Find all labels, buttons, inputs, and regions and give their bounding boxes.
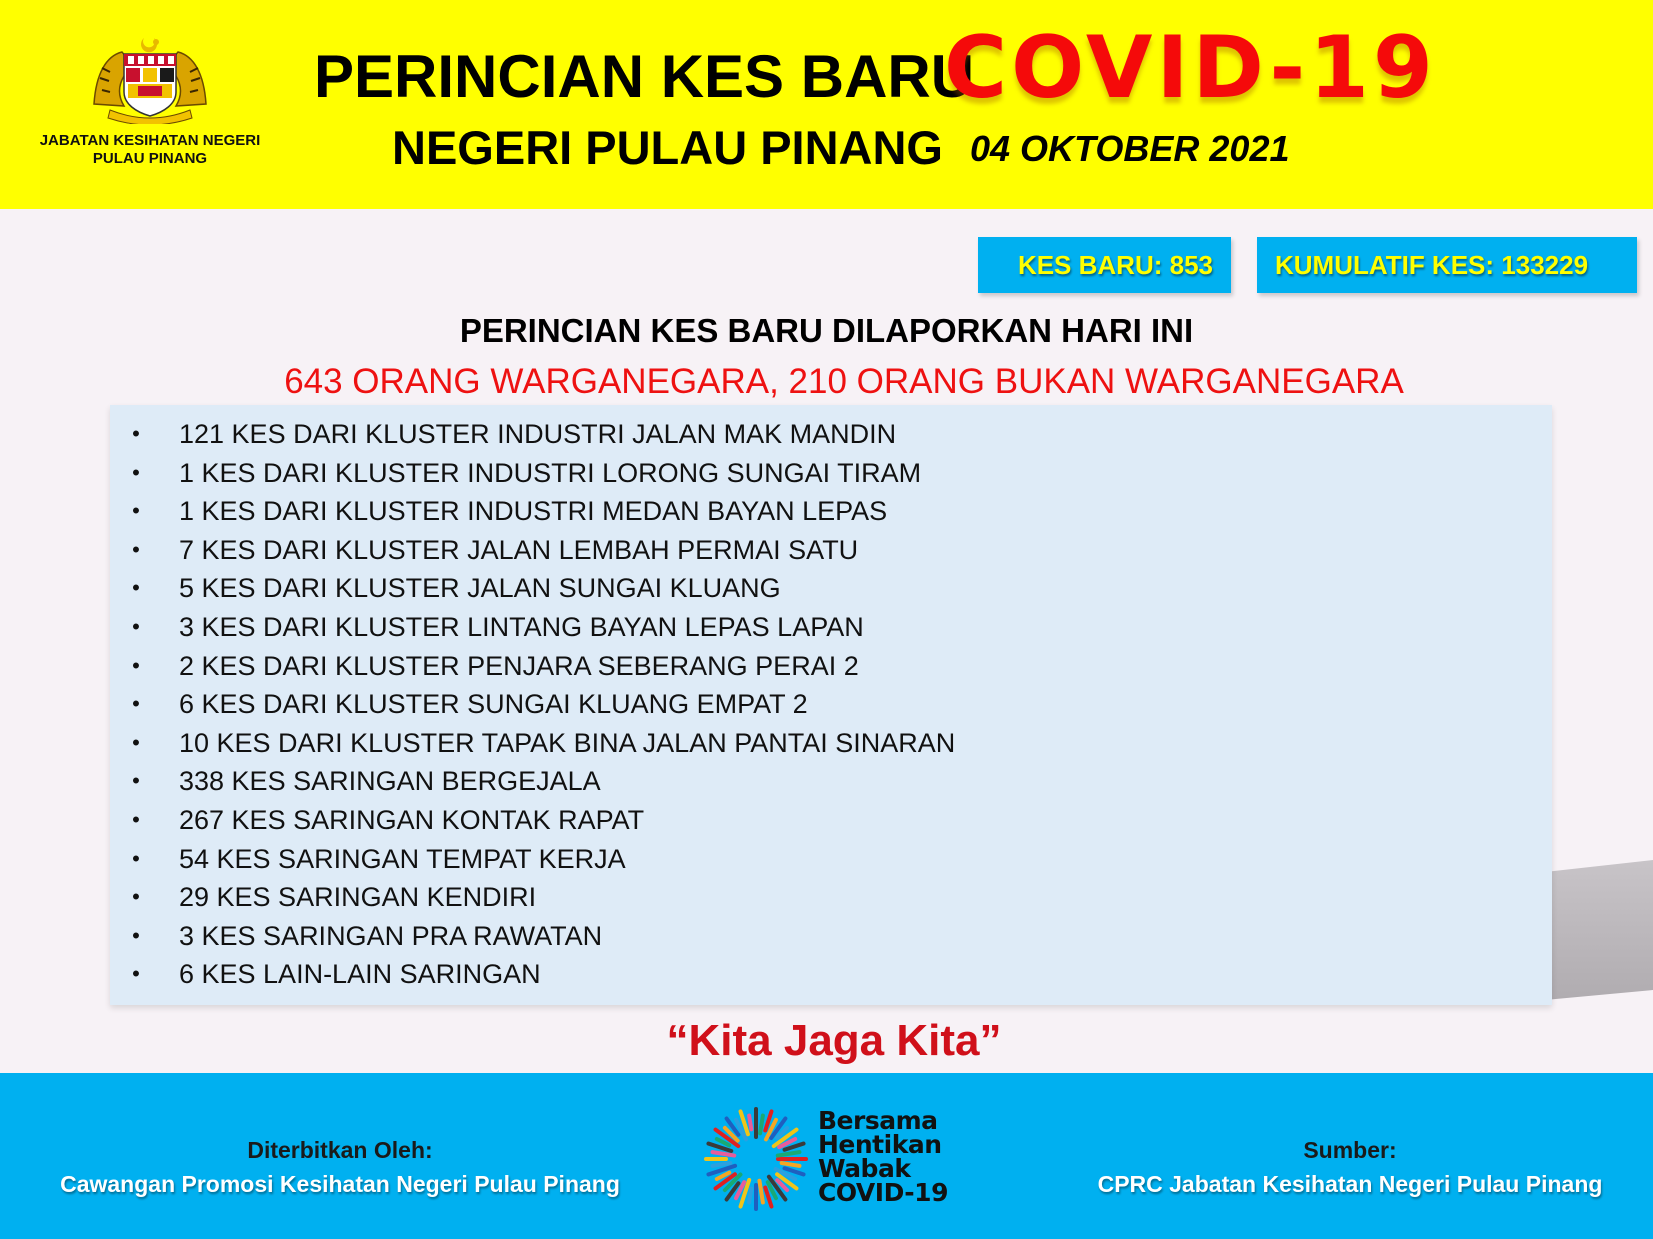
case-list-item — [110, 685, 1552, 724]
publisher-label: Diterbitkan Oleh: — [247, 1137, 433, 1163]
case-text: 1 KES DARI KLUSTER INDUSTRI LORONG SUNGAI TIRAM — [179, 457, 922, 488]
covid-title: COVID-19 — [944, 18, 1437, 118]
source-label: Sumber: — [1303, 1137, 1397, 1163]
case-list-item — [110, 762, 1552, 801]
report-date: 04 OKTOBER 2021 — [970, 128, 1290, 169]
bullet-icon: • — [132, 729, 140, 755]
campaign-line3: Wabak — [818, 1154, 911, 1183]
case-list-item — [110, 801, 1552, 840]
campaign-line4: COVID-19 — [818, 1178, 948, 1207]
case-list-item — [110, 724, 1552, 763]
campaign-text — [818, 1106, 978, 1207]
case-list-item — [110, 955, 1552, 994]
cumulative-cases-badge: KUMULATIF KES: 133229 — [1257, 237, 1637, 293]
case-text: 121 KES DARI KLUSTER INDUSTRI JALAN MAK MANDIN — [179, 419, 897, 449]
publisher-name: Cawangan Promosi Kesihatan Negeri Pulau Pinang — [60, 1171, 620, 1197]
slogan: “Kita Jaga Kita” — [666, 1016, 1002, 1065]
campaign-logo — [700, 1103, 970, 1215]
coat-of-arms-icon — [88, 34, 212, 124]
bullet-icon: • — [132, 806, 140, 832]
bullet-icon: • — [132, 884, 140, 910]
starburst-ray — [749, 1189, 751, 1203]
starburst-ray — [713, 1163, 731, 1166]
case-text: 338 KES SARINGAN BERGEJALA — [179, 766, 601, 797]
bullet-icon: • — [132, 421, 140, 446]
bullet-icon: • — [132, 536, 140, 562]
starburst-ray — [749, 1116, 751, 1130]
bullet-icon: • — [132, 652, 140, 678]
bullet-icon: • — [132, 575, 140, 601]
publisher-block — [40, 1133, 640, 1201]
case-list-item — [110, 492, 1552, 531]
state-title: NEGERI PULAU PINANG — [392, 121, 943, 174]
case-text: 29 KES SARINGAN KENDIRI — [179, 882, 537, 913]
starburst-ray — [778, 1152, 800, 1155]
case-text: 6 KES DARI KLUSTER SUNGAI KLUANG EMPAT 2 — [179, 689, 808, 720]
starburst-ray — [759, 1181, 762, 1203]
section-title: PERINCIAN KES BARU DILAPORKAN HARI INI — [459, 312, 1194, 349]
bullet-icon: • — [132, 691, 140, 717]
source-block — [1050, 1133, 1650, 1201]
agency-name-line1: JABATAN KESIHATAN NEGERI — [39, 132, 261, 149]
case-text: 3 KES DARI KLUSTER LINTANG BAYAN LEPAS LAPAN — [179, 611, 864, 642]
case-text: 54 KES SARINGAN TEMPAT KERJA — [179, 843, 626, 874]
case-list-item — [110, 454, 1552, 493]
bullet-icon: • — [132, 613, 140, 639]
case-list-item — [110, 647, 1552, 686]
campaign-line1: Bersama — [818, 1106, 938, 1135]
case-text: 3 KES SARINGAN PRA RAWATAN — [179, 920, 603, 951]
case-list-item — [110, 415, 1552, 454]
page-title: PERINCIAN KES BARU — [314, 43, 975, 110]
new-cases-badge: KES BARU: 853 — [978, 237, 1231, 293]
case-text: 5 KES DARI KLUSTER JALAN SUNGAI KLUANG — [179, 573, 781, 604]
case-list-item — [110, 608, 1552, 647]
case-list-item — [110, 569, 1552, 608]
bullet-icon: • — [132, 459, 140, 485]
case-list-item — [110, 840, 1552, 879]
citizenship-breakdown: 643 ORANG WARGANEGARA, 210 ORANG BUKAN WARGANEGARA — [284, 362, 1404, 401]
bullet-icon: • — [132, 922, 140, 948]
campaign-line2: Hentikan — [818, 1130, 942, 1159]
case-list-item — [110, 917, 1552, 956]
starburst-icon — [700, 1103, 812, 1215]
case-text: 267 KES SARINGAN KONTAK RAPAT — [179, 804, 645, 835]
case-text: 7 KES DARI KLUSTER JALAN LEMBAH PERMAI SATU — [179, 534, 859, 565]
case-list-item — [110, 531, 1552, 570]
footer-banner — [0, 1073, 1653, 1239]
header-banner — [0, 0, 1653, 209]
agency-name — [20, 132, 280, 168]
case-list — [110, 415, 1552, 994]
case-list-panel — [110, 405, 1552, 1005]
agency-logo — [20, 34, 280, 174]
bullet-icon: • — [132, 845, 140, 871]
starburst-ray — [760, 1116, 763, 1134]
case-list-item — [110, 878, 1552, 917]
source-name: CPRC Jabatan Kesihatan Negeri Pulau Pinang — [1097, 1171, 1603, 1197]
agency-name-line2: PULAU PINANG — [92, 150, 208, 167]
case-text: 6 KES LAIN-LAIN SARINGAN — [179, 959, 541, 990]
starburst-ray — [782, 1163, 800, 1166]
bullet-icon: • — [132, 498, 140, 524]
decorative-shadow — [1545, 860, 1653, 1000]
bullet-icon: • — [132, 961, 140, 987]
case-text: 1 KES DARI KLUSTER INDUSTRI MEDAN BAYAN LEPAS — [179, 496, 888, 527]
case-text: 2 KES DARI KLUSTER PENJARA SEBERANG PERAI 2 — [179, 650, 859, 681]
bullet-icon: • — [132, 768, 140, 794]
case-text: 10 KES DARI KLUSTER TAPAK BINA JALAN PANTAI SINARAN — [179, 727, 956, 758]
